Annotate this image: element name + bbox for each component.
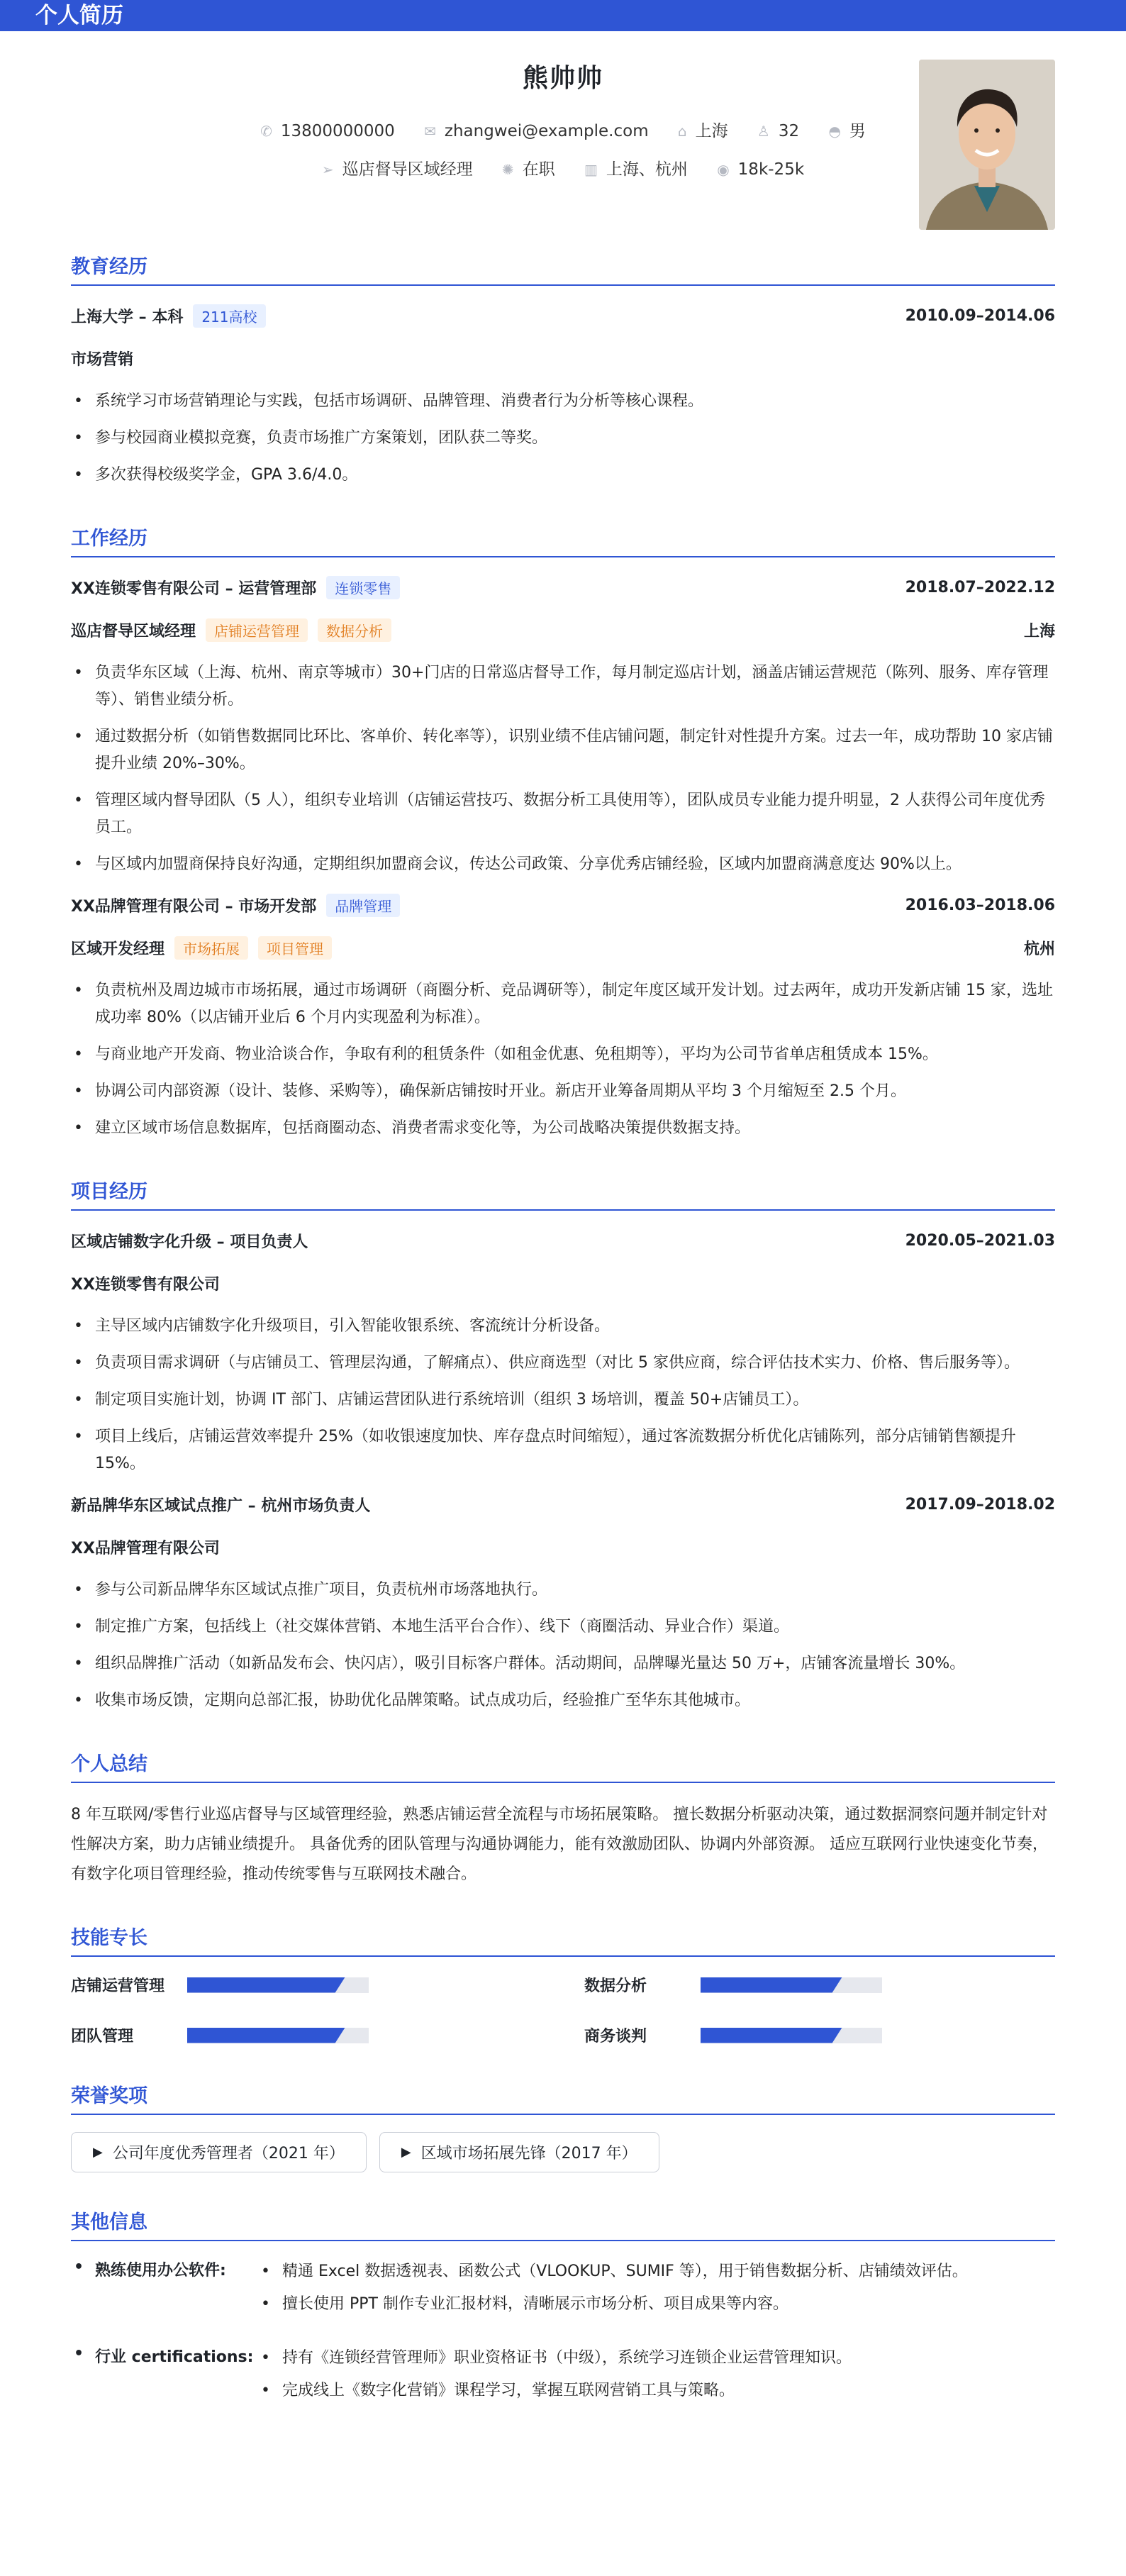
project-bullets bbox=[71, 1577, 1055, 1714]
skill-tag: 店铺运营管理 bbox=[206, 618, 308, 642]
other-section bbox=[71, 2206, 1055, 2410]
contact-city bbox=[678, 118, 728, 141]
project-header bbox=[71, 1492, 1055, 1517]
skill-tag: 项目管理 bbox=[258, 936, 332, 960]
email-text: zhangwei@example.com bbox=[444, 122, 649, 140]
project-entry bbox=[71, 1492, 1055, 1714]
contact-phone bbox=[260, 122, 395, 140]
home-icon: ⌂ bbox=[677, 123, 687, 140]
education-header bbox=[71, 303, 1055, 328]
play-icon: ▶ bbox=[401, 2145, 411, 2160]
list-item: • 建立区域市场信息数据库，包括商圈动态、消费者需求变化等，为公司战略决策提供数据支持。 bbox=[71, 1115, 1055, 1142]
list-item: • 参与公司新品牌华东区域试点推广项目，负责杭州市场落地执行。 bbox=[71, 1577, 1055, 1604]
skill-name: 团队管理 bbox=[71, 2028, 134, 2045]
company-tag: 品牌管理 bbox=[326, 894, 400, 917]
school-name: 上海大学 – 本科 bbox=[71, 308, 184, 326]
summary-text: 8 年互联网/零售行业巡店督导与区域管理经验，熟悉店铺运营全流程与市场拓展策略。 擅长数据分析驱动决策，通过数据洞察问题并制定针对性解决方案，助力店铺业绩提升。 具备优秀的团队管理与沟通协调能力，能有效激励团队、协调内外部资源。 适应互联网行业快速变化节奏，有数字化项目管理经验，推动传统零售与互联网技术融合。 bbox=[71, 1806, 1048, 1883]
job-date: 2018.07–2022.12 bbox=[905, 578, 1055, 596]
other-group-label: • 熟练使用办公软件: bbox=[71, 2258, 258, 2324]
send-icon: ➢ bbox=[321, 161, 334, 178]
project-org-line bbox=[71, 1270, 1055, 1296]
skill-name: 数据分析 bbox=[584, 1977, 647, 1995]
list-item: • 协调公司内部资源（设计、装修、采购等），确保新店铺按时开业。新店开业筹备周期从平均 3 个月缩短至 2.5 个月。 bbox=[71, 1078, 1055, 1105]
list-item: • 制定项目实施计划，协调 IT 部门、店铺运营团队进行系统培训（组织 3 场培训，覆盖 50+店铺员工）。 bbox=[71, 1387, 1055, 1414]
list-item: • 通过数据分析（如销售数据同比环比、客单价、转化率等），识别业绩不佳店铺问题，制定针对性提升方案。过去一年，成功帮助 10 家店铺提升业绩 20%–30%。 bbox=[71, 723, 1055, 777]
job-company-line bbox=[71, 574, 1055, 600]
list-item: • 负责华东区域（上海、杭州、南京等城市）30+门店的日常巡店督导工作，每月制定巡店计划，涵盖店铺运营规范（陈列、服务、库存管理等）、销售业绩分析。 bbox=[71, 660, 1055, 714]
project-org-line bbox=[71, 1534, 1055, 1560]
skill-item bbox=[584, 2024, 1055, 2046]
projects-title: 项目经历 bbox=[71, 1176, 1055, 1211]
award-item[interactable] bbox=[71, 2132, 367, 2172]
age-icon: ♙ bbox=[757, 123, 770, 140]
award-item[interactable] bbox=[379, 2132, 659, 2172]
list-item: • 收集市场反馈，定期向总部汇报，协助优化品牌策略。试点成功后，经验推广至华东其他城市。 bbox=[71, 1687, 1055, 1714]
award-text: 公司年度优秀管理者（2021 年） bbox=[112, 2145, 345, 2163]
status-text: 在职 bbox=[522, 160, 555, 179]
awards-title: 荣誉奖项 bbox=[71, 2080, 1055, 2115]
list-item: • 参与校园商业模拟竞赛，负责市场推广方案策划，团队获二等奖。 bbox=[71, 425, 1055, 452]
job-status bbox=[502, 156, 555, 179]
project-header bbox=[71, 1228, 1055, 1253]
skill-item bbox=[584, 1974, 1055, 1996]
list-item: • 精通 Excel 数据透视表、函数公式（VLOOKUP、SUMIF 等），用于销售数据分析、店铺绩效评估。 bbox=[258, 2258, 968, 2285]
list-item: • 制定推广方案，包括线上（社交媒体营销、本地生活平台合作）、线下（商圈活动、异业合作）渠道。 bbox=[71, 1614, 1055, 1640]
awards-list bbox=[71, 2132, 1055, 2172]
city-text: 上海 bbox=[695, 122, 728, 140]
list-item: • 管理区域内督导团队（5 人），组织专业培训（店铺运营技巧、数据分析工具使用等），团队成员专业能力提升明显，2 人获得公司年度优秀员工。 bbox=[71, 787, 1055, 841]
top-bar bbox=[0, 0, 1126, 31]
job-bullets bbox=[71, 660, 1055, 878]
contact-row-1 bbox=[71, 118, 1055, 141]
company-name: XX连锁零售有限公司 – 运营管理部 bbox=[71, 579, 317, 598]
job-entry bbox=[71, 574, 1055, 878]
project-entry bbox=[71, 1228, 1055, 1477]
contact-age bbox=[757, 122, 799, 140]
list-item: • 擅长使用 PPT 制作专业汇报材料，清晰展示市场分析、项目成果等内容。 bbox=[258, 2291, 968, 2318]
summary-section bbox=[71, 1748, 1055, 1889]
resume-page bbox=[0, 31, 1126, 2410]
skill-bar bbox=[701, 2028, 882, 2043]
skill-item bbox=[71, 1974, 542, 1996]
list-item: • 多次获得校级奖学金，GPA 3.6/4.0。 bbox=[71, 462, 1055, 489]
building-icon: ▥ bbox=[584, 161, 598, 178]
salary-icon: ◉ bbox=[717, 161, 730, 178]
gender-icon: ◓ bbox=[828, 123, 841, 140]
work-title: 工作经历 bbox=[71, 523, 1055, 557]
company-name: XX品牌管理有限公司 – 市场开发部 bbox=[71, 897, 317, 916]
project-org: XX品牌管理有限公司 bbox=[71, 1539, 220, 1558]
list-item: • 与商业地产开发商、物业洽谈合作，争取有利的租赁条件（如租金优惠、免租期等），平均为公司节省单店租赁成本 15%。 bbox=[71, 1041, 1055, 1068]
job-date: 2016.03–2018.06 bbox=[905, 896, 1055, 914]
play-icon: ▶ bbox=[93, 2145, 103, 2160]
phone-icon: ✆ bbox=[260, 123, 272, 140]
skill-name: 商务谈判 bbox=[584, 2028, 647, 2045]
candidate-name: 熊帅帅 bbox=[522, 64, 603, 93]
other-group-items bbox=[258, 2258, 968, 2324]
company-tag: 连锁零售 bbox=[326, 576, 400, 599]
skill-bar bbox=[701, 1977, 882, 1993]
phone-text: 13800000000 bbox=[280, 122, 395, 140]
list-item: • 完成线上《数字化营销》课程学习，掌握互联网营销工具与策略。 bbox=[258, 2377, 852, 2404]
education-bullets bbox=[71, 388, 1055, 489]
projects-section bbox=[71, 1176, 1055, 1714]
job-role: 巡店督导区域经理 bbox=[71, 622, 196, 640]
job-role: 区域开发经理 bbox=[71, 940, 165, 958]
job-city: 杭州 bbox=[1023, 940, 1055, 958]
skill-bar bbox=[187, 1977, 369, 1993]
position-text: 巡店督导区域经理 bbox=[342, 160, 473, 179]
list-item: • 项目上线后，店铺运营效率提升 25%（如收银速度加快、库存盘点时间缩短），通过客流数据分析优化店铺陈列，部分店铺销售额提升 15%。 bbox=[71, 1423, 1055, 1477]
job-city: 上海 bbox=[1023, 622, 1055, 640]
skills-grid bbox=[71, 1974, 1055, 2046]
resume-title: 个人简历 bbox=[35, 3, 123, 28]
education-title: 教育经历 bbox=[71, 251, 1055, 286]
skills-title: 技能专长 bbox=[71, 1922, 1055, 1957]
awards-section bbox=[71, 2080, 1055, 2172]
list-item: • 与区域内加盟商保持良好沟通，定期组织加盟商会议，传达公司政策、分享优秀店铺经验，区域内加盟商满意度达 90%以上。 bbox=[71, 851, 1055, 878]
job-company-line bbox=[71, 892, 1055, 918]
status-icon: ✺ bbox=[501, 161, 514, 178]
skills-section bbox=[71, 1922, 1055, 2046]
list-item: • 系统学习市场营销理论与实践，包括市场调研、品牌管理、消费者行为分析等核心课程。 bbox=[71, 388, 1055, 415]
project-date: 2020.05–2021.03 bbox=[905, 1231, 1055, 1250]
list-item: • 持有《连锁经营管理师》职业资格证书（中级），系统学习连锁企业运营管理知识。 bbox=[258, 2345, 852, 2372]
contact-row-2 bbox=[71, 156, 1055, 179]
project-org: XX连锁零售有限公司 bbox=[71, 1275, 220, 1294]
skill-bar-fill bbox=[187, 2028, 345, 2043]
skill-tag: 数据分析 bbox=[318, 618, 391, 642]
age-text: 32 bbox=[778, 122, 800, 140]
contact-email[interactable] bbox=[424, 122, 648, 140]
major: 市场营销 bbox=[71, 350, 134, 369]
contact-gender bbox=[828, 118, 865, 141]
summary-title: 个人总结 bbox=[71, 1748, 1055, 1783]
job-entry bbox=[71, 892, 1055, 1142]
education-date: 2010.09–2014.06 bbox=[905, 306, 1055, 325]
other-group-label: • 行业 certifications: bbox=[71, 2345, 258, 2410]
avatar-photo-icon bbox=[919, 60, 1055, 230]
skill-bar bbox=[187, 2028, 369, 2043]
job-role-line bbox=[71, 935, 1055, 960]
skill-bar-fill bbox=[187, 1977, 345, 1993]
list-item: • 主导区域内店铺数字化升级项目，引入智能收银系统、客流统计分析设备。 bbox=[71, 1313, 1055, 1340]
profile-header bbox=[71, 31, 1055, 251]
work-section bbox=[71, 523, 1055, 1142]
skill-name: 店铺运营管理 bbox=[71, 1977, 165, 1995]
project-name: 新品牌华东区域试点推广 – 杭州市场负责人 bbox=[71, 1497, 371, 1515]
skill-bar-fill bbox=[701, 2028, 842, 2043]
job-role-line bbox=[71, 617, 1055, 643]
other-group-items bbox=[258, 2345, 852, 2410]
other-title: 其他信息 bbox=[71, 2206, 1055, 2241]
project-name: 区域店铺数字化升级 – 项目负责人 bbox=[71, 1233, 308, 1251]
job-bullets bbox=[71, 977, 1055, 1142]
education-major-line bbox=[71, 345, 1055, 371]
education-section bbox=[71, 251, 1055, 489]
profile-photo bbox=[919, 60, 1055, 230]
list-item: • 组织品牌推广活动（如新品发布会、快闪店），吸引目标客户群体。活动期间，品牌曝光量达 50 万+，店铺客流量增长 30%。 bbox=[71, 1650, 1055, 1677]
list-item: • 负责项目需求调研（与店铺员工、管理层沟通，了解痛点）、供应商选型（对比 5 家供应商，综合评估技术实力、价格、售后服务等）。 bbox=[71, 1350, 1055, 1377]
target-position bbox=[322, 156, 473, 179]
mail-icon: ✉ bbox=[424, 123, 436, 140]
target-cities bbox=[584, 156, 688, 179]
salary-text: 18k-25k bbox=[737, 160, 805, 179]
skill-tag: 市场拓展 bbox=[174, 936, 248, 960]
other-group bbox=[71, 2345, 1055, 2410]
expected-salary bbox=[717, 160, 804, 179]
award-text: 区域市场拓展先锋（2017 年） bbox=[420, 2145, 637, 2163]
gender-text: 男 bbox=[849, 122, 866, 140]
cities-text: 上海、杭州 bbox=[606, 160, 688, 179]
school-tag: 211高校 bbox=[193, 304, 265, 328]
list-item: • 负责杭州及周边城市市场拓展，通过市场调研（商圈分析、竞品调研等），制定年度区域开发计划。过去两年，成功开发新店铺 15 家，选址成功率 80%（以店铺开业后 6 个月内实现盈利为标准）。 bbox=[71, 977, 1055, 1031]
skill-bar-fill bbox=[701, 1977, 842, 1993]
skill-item bbox=[71, 2024, 542, 2046]
project-bullets bbox=[71, 1313, 1055, 1477]
project-date: 2017.09–2018.02 bbox=[905, 1495, 1055, 1514]
other-group bbox=[71, 2258, 1055, 2324]
